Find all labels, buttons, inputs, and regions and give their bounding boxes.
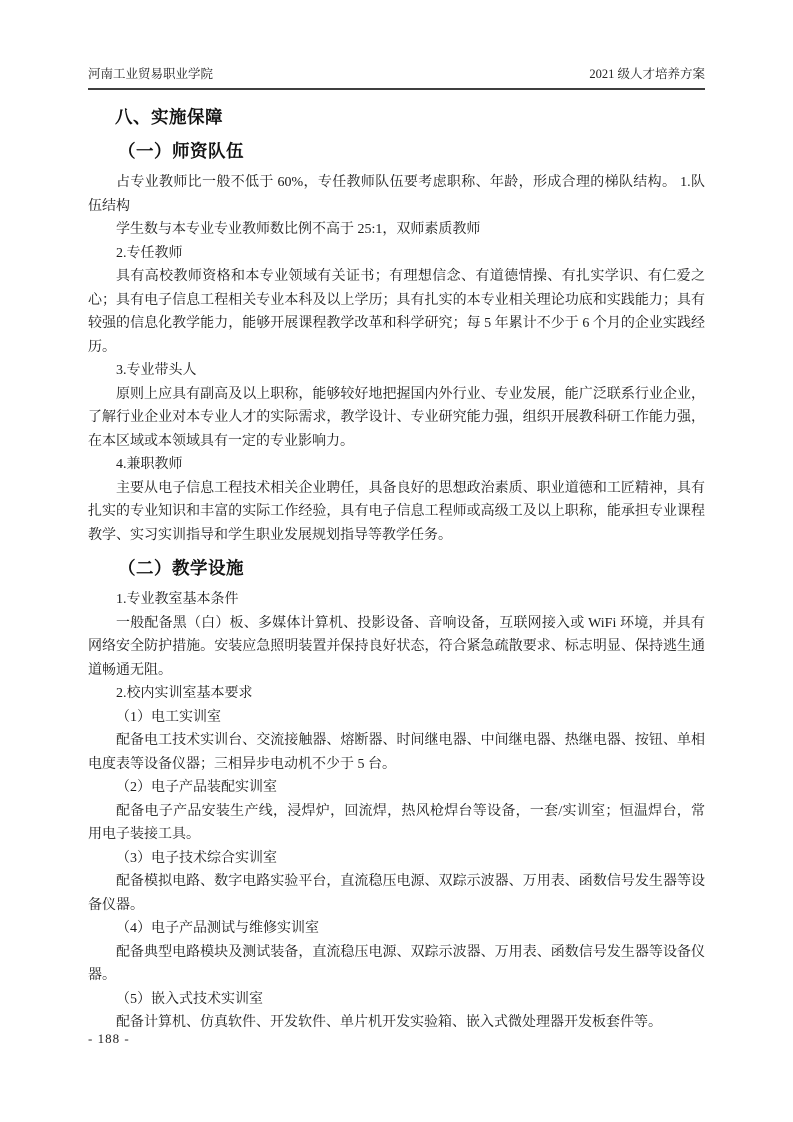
paragraph-student-teacher-ratio: 学生数与本专业专业教师数比例不高于 25:1，双师素质教师: [116, 222, 481, 237]
header-school-name: 河南工业贸易职业学院: [88, 67, 214, 81]
paragraph-program-leader-requirements: 原则上应具有副高及以上职称，能够较好地把握国内外行业、专业发展，能广泛联系行业企业，了解行业企业对本专业人才的实际需求，教学设计、专业研究能力强，组织开展教科研工作能力强，在本区域或本领域具有一定的专业影响力。: [88, 386, 705, 449]
paragraph-testing-maintenance-equipment: 配备典型电路模块及测试装备，直流稳压电源、双踪示波器、万用表、函数信号发生器等设备仪器。: [88, 944, 705, 983]
page-footer: [88, 1031, 130, 1047]
item-testing-maintenance-training-room: （4）电子产品测试与维修实训室: [116, 921, 319, 936]
item-program-leader: 3.专业带头人: [116, 363, 197, 378]
item-part-time-teachers: 4.兼职教师: [116, 457, 183, 472]
page-number: - 188 -: [88, 1031, 130, 1046]
item-embedded-technology-training-room: （5）嵌入式技术实训室: [116, 991, 263, 1007]
heading-faculty-team: （一）师资队伍: [118, 141, 244, 161]
item-classroom-basic-conditions: 1.专业教室基本条件: [116, 592, 239, 607]
item-electrician-training-room: （1）电工实训室: [116, 709, 221, 725]
document-body: [88, 98, 705, 1035]
paragraph-full-time-teachers-requirements: 具有高校教师资格和本专业领域有关证书；有理想信念、有道德情操、有扎实学识、有仁爱之心；具有电子信息工程相关专业本科及以上学历；具有扎实的本专业相关理论功底和实践能力；具有较强的信息化教学能力，能够开展课程教学改革和科学研究；每 5 年累计不少于 6 个月的企业实践经历。: [88, 269, 705, 355]
paragraph-classroom-equipment: 一般配备黑（白）板、多媒体计算机、投影设备、音响设备，互联网接入或 WiFi 环境，并具有网络安全防护措施。安装应急照明装置并保持良好状态，符合紧急疏散要求、标志明显、保持逃生通道畅通无阻。: [88, 615, 705, 678]
item-full-time-teachers: 2.专任教师: [116, 245, 183, 261]
item-electronic-assembly-training-room: （2）电子产品装配实训室: [116, 780, 277, 795]
paragraph-embedded-technology-equipment: 配备计算机、仿真软件、开发软件、单片机开发实验箱、嵌入式微处理器开发板套件等。: [116, 1015, 662, 1030]
paragraph-electronic-assembly-equipment: 配备电子产品安装生产线，浸焊炉，回流焊，热风枪焊台等设备，一套/实训室；恒温焊台，常用电子装接工具。: [88, 803, 705, 842]
page-header: [88, 66, 705, 90]
paragraph-part-time-teachers-requirements: 主要从电子信息工程技术相关企业聘任，具备良好的思想政治素质、职业道德和工匠精神，具有扎实的专业知识和丰富的实际工作经验，具有电子信息工程师或高级工及以上职称，能承担专业课程教学、实习实训指导和学生职业发展规划指导等教学任务。: [88, 480, 705, 543]
item-electronic-technology-training-room: （3）电子技术综合实训室: [116, 850, 277, 866]
header-plan-title: 2021 级人才培养方案: [589, 67, 705, 81]
heading-teaching-facilities: （二）教学设施: [118, 558, 244, 578]
paragraph-faculty-ratio: 占专业教师比一般不低于 60%，专任教师队伍要考虑职称、年龄，形成合理的梯队结构。 1.队伍结构: [88, 175, 705, 214]
item-campus-training-room-requirements: 2.校内实训室基本要求: [116, 686, 253, 701]
paragraph-electrician-training-room-equipment: 配备电工技术实训台、交流接触器、熔断器、时间继电器、中间继电器、热继电器、按钮、单相电度表等设备仪器；三相异步电动机不少于 5 台。: [88, 733, 705, 772]
paragraph-electronic-technology-equipment: 配备模拟电路、数字电路实验平台，直流稳压电源、双踪示波器、万用表、函数信号发生器等设备仪器。: [88, 874, 705, 913]
heading-implementation-guarantee: 八、实施保障: [115, 107, 223, 127]
